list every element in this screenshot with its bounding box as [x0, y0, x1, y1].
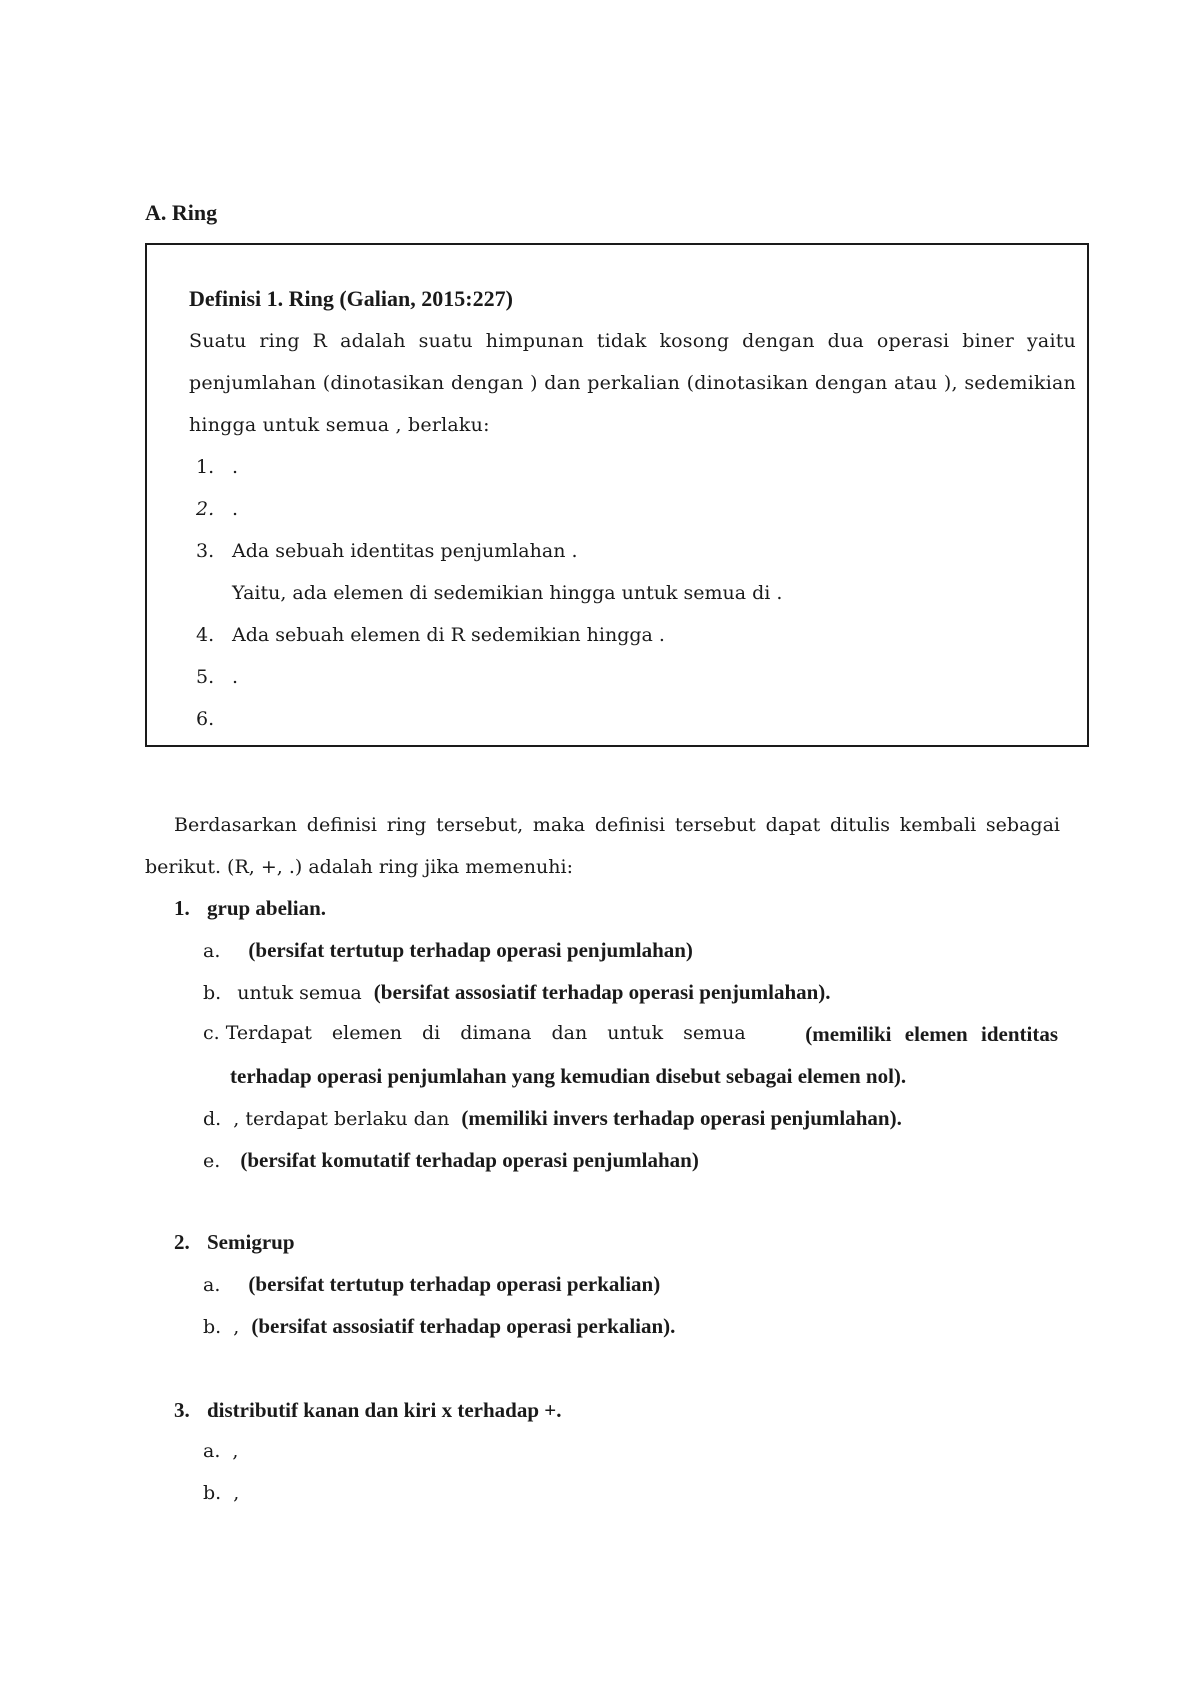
- definition-box: [145, 243, 1089, 747]
- group3-item-b: b. ,: [203, 1482, 240, 1504]
- group2-item-b: b. , (bersifat assosiatif terhadap operasi perkalian).: [203, 1314, 676, 1338]
- group2-item-a: a. (bersifat tertutup terhadap operasi perkalian): [203, 1272, 661, 1296]
- body-paragraph-line-1: Berdasarkan definisi ring tersebut, maka definisi tersebut dapat ditulis kembali sebagai: [174, 814, 1060, 836]
- group1-item-a: a. (bersifat tertutup terhadap operasi penjumlahan): [203, 938, 693, 962]
- group-heading: 2. Semigrup: [174, 1230, 295, 1254]
- definition-intro-line-1: Suatu ring R adalah suatu himpunan tidak kosong dengan dua operasi biner yaitu: [189, 330, 1076, 352]
- definition-intro-line-2: penjumlahan (dinotasikan dengan ) dan perkalian (dinotasikan dengan atau ), sedemikian: [189, 372, 1076, 394]
- definition-intro-line-3: hingga untuk semua , berlaku:: [189, 414, 490, 436]
- group1-item-e: e. (bersifat komutatif terhadap operasi penjumlahan): [203, 1148, 699, 1172]
- section-heading: A. Ring: [145, 200, 218, 225]
- body-paragraph-line-2: berikut. (R, +, .) adalah ring jika memenuhi:: [145, 856, 573, 878]
- definition-title: Definisi 1. Ring (Galian, 2015:227): [189, 286, 513, 311]
- group1-item-c-continuation: terhadap operasi penjumlahan yang kemudian disebut sebagai elemen nol).: [230, 1064, 907, 1088]
- group3-item-a: a. ,: [203, 1440, 239, 1462]
- group-heading: 1. grup abelian.: [174, 896, 327, 920]
- document-page: A. Ring Definisi 1. Ring (Galian, 2015:227) Suatu ring R adalah suatu himpunan tidak kosong dengan dua operasi biner yaitu penjumlahan (dinotasikan dengan ) dan perkalian (dinotasikan dengan atau ), sedemikian hingga untuk semua , berlaku: 1. . 2. . 3. Ada sebuah identitas penjumlahan . Yaitu, ada elemen di sedemikian hingga untuk semua di . 4. Ada sebuah elemen di R sedemikian hingga . 5. . 6. Berdasarkan definisi ring tersebut, maka definisi tersebut dapat ditulis kembali sebagai berikut. (R, +, .) adalah ring jika memenuhi: 1. grup abelian. a. (bersifat tertutup terhadap operasi penjumlahan) b. untuk semua (bersifat assosiatif terhadap operasi penjumlahan). c. Terdapat elemen di dimana dan untuk semua (memiliki elemen identitas terhadap operasi penjumlahan yang kemudian disebut sebagai elemen nol). d. , terdapat berlaku dan (memiliki invers terhadap operasi penjumlahan). e. (bersifat komutatif terhadap operasi penjumlahan) 2. Semigrup a. (bersifat tertutup terhadap operasi perkalian) b. , (bersifat assosiatif terhadap operasi perkalian). 3. distributif kanan dan kiri x terhadap +. a. , b. ,: [0, 0, 1200, 1698]
- group1-item-b: b. untuk semua (bersifat assosiatif terhadap operasi penjumlahan).: [203, 980, 831, 1004]
- group1-item-c: c. Terdapat elemen di dimana dan untuk semua (memiliki elemen identitas: [203, 1022, 1058, 1046]
- group-heading: 3. distributif kanan dan kiri x terhadap +.: [174, 1398, 562, 1422]
- group1-item-d: d. , terdapat berlaku dan (memiliki invers terhadap operasi penjumlahan).: [203, 1106, 902, 1130]
